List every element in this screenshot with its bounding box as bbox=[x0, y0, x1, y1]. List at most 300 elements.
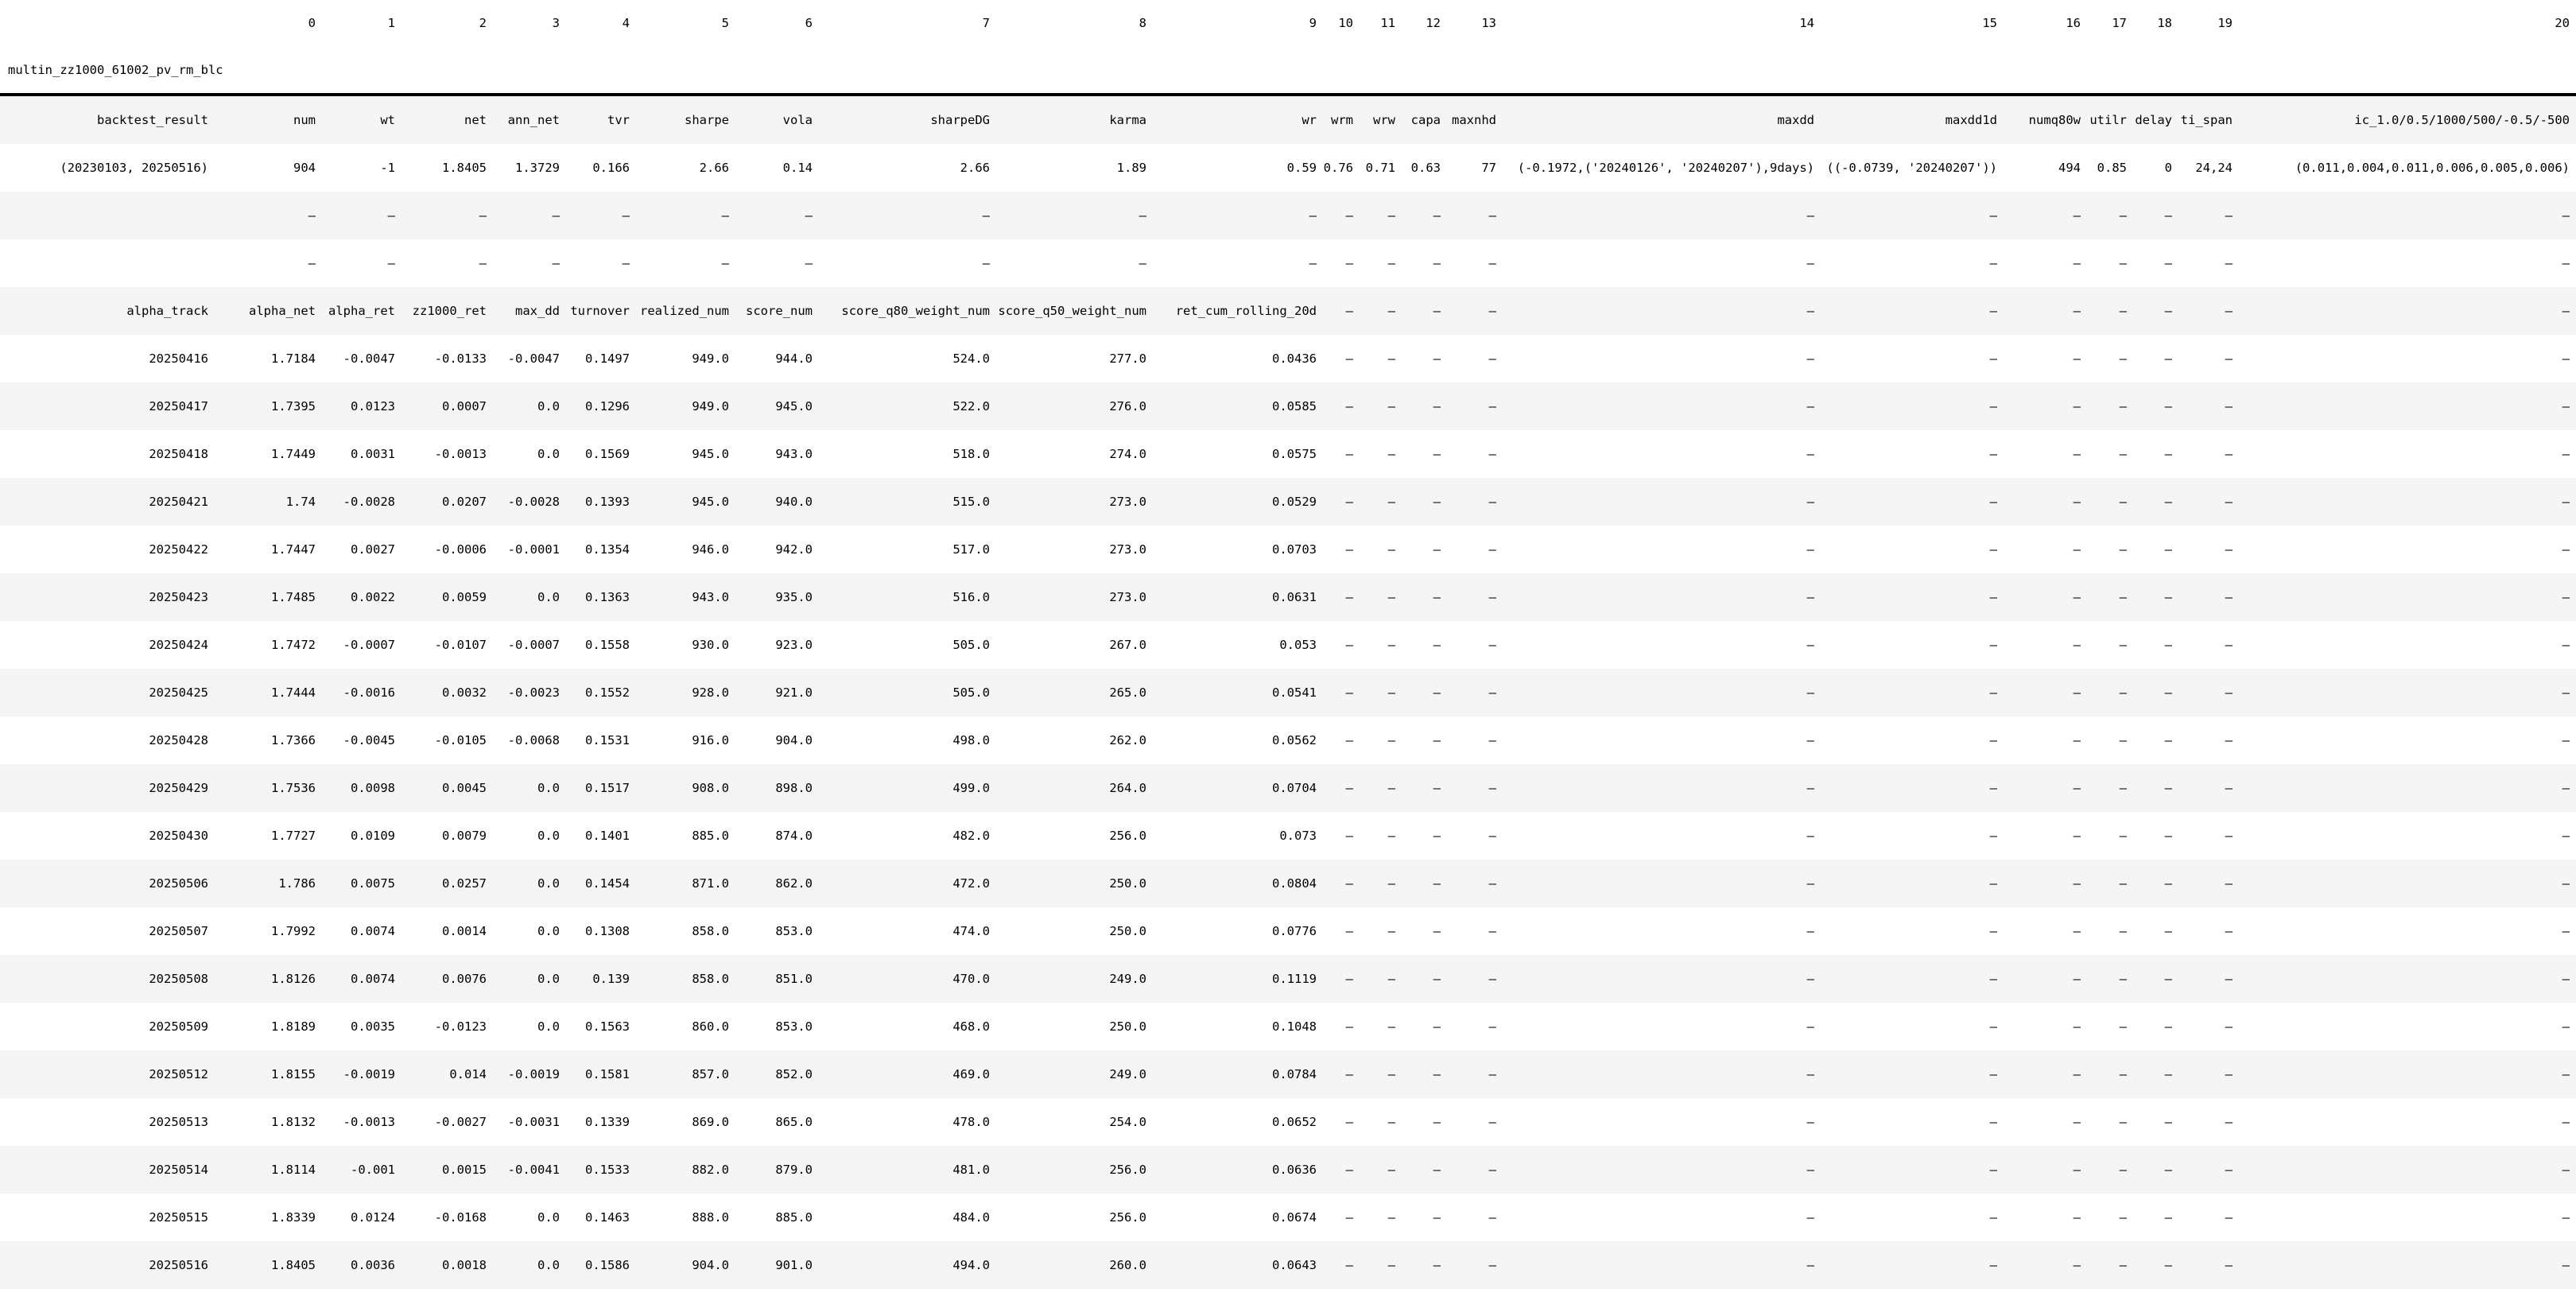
empty-value-dash: — bbox=[2073, 829, 2081, 843]
empty-value-dash: — bbox=[1989, 256, 1997, 270]
empty-value-dash: — bbox=[2164, 447, 2172, 461]
empty-value-dash: — bbox=[1360, 1146, 1402, 1194]
sub-header-label: ret_cum_rolling_20d bbox=[1153, 287, 1323, 335]
empty-value-dash: — bbox=[2119, 733, 2127, 747]
table-row bbox=[0, 382, 2576, 430]
empty-value-dash: — bbox=[2178, 1146, 2239, 1194]
empty-value-dash: — bbox=[1806, 733, 1814, 747]
summary-value: 1.8405 bbox=[442, 161, 487, 175]
daily-value: 885.0 bbox=[692, 829, 729, 843]
empty-value-dash: — bbox=[1806, 638, 1814, 652]
empty-value-dash: — bbox=[2133, 955, 2178, 1003]
empty-value-dash: — bbox=[1821, 1241, 2004, 1289]
column-header: ti_span bbox=[2178, 95, 2239, 144]
date-cell: 20250509 bbox=[149, 1019, 208, 1034]
daily-value: 0.1531 bbox=[585, 733, 630, 747]
empty-value-dash: — bbox=[2133, 669, 2178, 716]
empty-value-dash: — bbox=[1821, 192, 2004, 239]
daily-value: -0.0027 bbox=[434, 1115, 487, 1129]
daily-value: 0.0035 bbox=[351, 1019, 395, 1034]
empty-value-dash: — bbox=[2562, 924, 2570, 938]
table-row bbox=[0, 239, 2576, 287]
column-header: ann_net bbox=[493, 95, 566, 144]
table-row bbox=[0, 716, 2576, 764]
daily-value: 0.1401 bbox=[585, 829, 630, 843]
daily-value: -0.0047 bbox=[507, 351, 560, 366]
daily-value: 0.1581 bbox=[566, 1050, 636, 1098]
empty-value-dash: — bbox=[1345, 1019, 1353, 1034]
daily-value: 0.1517 bbox=[566, 764, 636, 812]
empty-value-dash: — bbox=[1821, 669, 2004, 716]
empty-value-dash: — bbox=[2087, 669, 2133, 716]
empty-value-dash: — bbox=[2225, 733, 2233, 747]
daily-value: 0.1354 bbox=[585, 542, 630, 557]
column-index: 5 bbox=[721, 16, 729, 30]
empty-value-dash: — bbox=[2225, 542, 2233, 557]
column-index: 4 bbox=[622, 16, 630, 30]
daily-value: 853.0 bbox=[775, 1019, 813, 1034]
daily-value: 0.0562 bbox=[1272, 733, 1317, 747]
date-cell: 20250430 bbox=[149, 829, 208, 843]
column-index: 13 bbox=[1481, 16, 1496, 30]
empty-value-dash: — bbox=[2087, 287, 2133, 335]
empty-value-dash: — bbox=[1323, 192, 1360, 239]
empty-value-dash: — bbox=[1989, 351, 1997, 366]
daily-value: 250.0 bbox=[996, 860, 1153, 907]
empty-value-dash: — bbox=[622, 256, 630, 270]
empty-value-dash: — bbox=[2133, 287, 2178, 335]
column-index: 3 bbox=[552, 16, 560, 30]
daily-value: 262.0 bbox=[1109, 733, 1146, 747]
empty-value-dash: — bbox=[1447, 955, 1503, 1003]
daily-value: 0.0585 bbox=[1153, 382, 1323, 430]
daily-value: 857.0 bbox=[636, 1050, 735, 1098]
daily-value: 0.014 bbox=[402, 1050, 493, 1098]
daily-value: 273.0 bbox=[996, 573, 1153, 621]
empty-value-dash: — bbox=[479, 256, 487, 270]
summary-value: 904 bbox=[293, 161, 316, 175]
date-cell: 20250506 bbox=[0, 860, 215, 907]
corner-cell bbox=[0, 0, 215, 46]
empty-value-dash: — bbox=[1323, 669, 1360, 716]
daily-value: 879.0 bbox=[735, 1146, 819, 1194]
daily-value: 524.0 bbox=[952, 351, 990, 366]
daily-value: 945.0 bbox=[735, 382, 819, 430]
sub-header-label: max_dd bbox=[493, 287, 566, 335]
empty-value-dash: — bbox=[1447, 764, 1503, 812]
empty-value-dash: — bbox=[2239, 192, 2576, 239]
empty-value-dash: — bbox=[2073, 924, 2081, 938]
daily-value: 265.0 bbox=[996, 669, 1153, 716]
table-row bbox=[0, 955, 2576, 1003]
daily-value: 0.1463 bbox=[585, 1210, 630, 1225]
daily-value: 0.0027 bbox=[351, 542, 395, 557]
empty-value-dash: — bbox=[1503, 287, 1821, 335]
empty-value-dash: — bbox=[2119, 256, 2127, 270]
empty-value-dash: — bbox=[996, 192, 1153, 239]
empty-value-dash: — bbox=[1387, 351, 1395, 366]
daily-value: 482.0 bbox=[952, 829, 990, 843]
sub-header-label: score_q80_weight_num bbox=[819, 287, 996, 335]
summary-value: 1.3729 bbox=[515, 161, 560, 175]
date-cell: 20250429 bbox=[0, 764, 215, 812]
date-cell: 20250515 bbox=[149, 1210, 208, 1225]
daily-value: 944.0 bbox=[775, 351, 813, 366]
daily-value: 898.0 bbox=[735, 764, 819, 812]
empty-value-dash: — bbox=[2119, 1115, 2127, 1129]
empty-value-dash: — bbox=[1989, 542, 1997, 557]
empty-value-dash: — bbox=[2119, 542, 2127, 557]
daily-value: 250.0 bbox=[1109, 1019, 1146, 1034]
empty-value-dash: — bbox=[1821, 478, 2004, 526]
empty-value-dash: — bbox=[2562, 1210, 2570, 1225]
empty-value-dash: — bbox=[1323, 955, 1360, 1003]
empty-value-dash: — bbox=[1488, 924, 1496, 938]
daily-value: -0.0007 bbox=[343, 638, 395, 652]
empty-value-dash: — bbox=[2073, 1019, 2081, 1034]
column-index: 6 bbox=[805, 16, 813, 30]
empty-value-dash: — bbox=[2087, 192, 2133, 239]
empty-value-dash: — bbox=[2225, 924, 2233, 938]
daily-value: 1.7485 bbox=[215, 573, 322, 621]
empty-value-dash: — bbox=[2073, 447, 2081, 461]
empty-value-dash: — bbox=[805, 256, 813, 270]
daily-value: 470.0 bbox=[819, 955, 996, 1003]
daily-value: 0.1552 bbox=[566, 669, 636, 716]
daily-value: 0.0123 bbox=[322, 382, 402, 430]
empty-value-dash: — bbox=[2004, 860, 2087, 907]
empty-value-dash: — bbox=[2239, 1241, 2576, 1289]
empty-value-dash: — bbox=[2239, 669, 2576, 716]
empty-value-dash: — bbox=[1433, 638, 1441, 652]
empty-value-dash: — bbox=[1989, 447, 1997, 461]
daily-value: 0.0079 bbox=[442, 829, 487, 843]
empty-value-dash: — bbox=[2087, 860, 2133, 907]
daily-value: 481.0 bbox=[819, 1146, 996, 1194]
daily-value: 0.0703 bbox=[1272, 542, 1317, 557]
empty-value-dash: — bbox=[1433, 1019, 1441, 1034]
empty-value-dash: — bbox=[1447, 478, 1503, 526]
empty-value-dash: — bbox=[1503, 669, 1821, 716]
daily-value: -0.0105 bbox=[434, 733, 487, 747]
summary-value: 0.71 bbox=[1365, 161, 1395, 175]
daily-value: 885.0 bbox=[775, 1210, 813, 1225]
empty-value-dash: — bbox=[2562, 542, 2570, 557]
empty-value-dash: — bbox=[2087, 573, 2133, 621]
date-cell: 20250416 bbox=[149, 351, 208, 366]
empty-value-dash: — bbox=[1402, 860, 1447, 907]
daily-value: 0.0776 bbox=[1272, 924, 1317, 938]
empty-value-dash: — bbox=[1488, 733, 1496, 747]
column-index: 17 bbox=[2112, 16, 2127, 30]
daily-value: 468.0 bbox=[952, 1019, 990, 1034]
table-row bbox=[0, 478, 2576, 526]
empty-value-dash: — bbox=[1139, 256, 1146, 270]
empty-value-dash: — bbox=[2178, 955, 2239, 1003]
empty-value-dash: — bbox=[2164, 542, 2172, 557]
daily-value: 249.0 bbox=[996, 1050, 1153, 1098]
empty-value-dash: — bbox=[2178, 1050, 2239, 1098]
empty-value-dash: — bbox=[1402, 478, 1447, 526]
summary-value: ((-0.0739, '20240207')) bbox=[1826, 161, 1997, 175]
daily-value: 1.7184 bbox=[271, 351, 316, 366]
empty-value-dash: — bbox=[2119, 638, 2127, 652]
empty-value-dash: — bbox=[2119, 1210, 2127, 1225]
empty-value-dash: — bbox=[2239, 860, 2576, 907]
empty-value-dash: — bbox=[1345, 447, 1353, 461]
date-cell: 20250417 bbox=[0, 382, 215, 430]
empty-value-dash: — bbox=[2087, 1241, 2133, 1289]
table-row bbox=[0, 0, 2576, 46]
daily-value: 1.8405 bbox=[215, 1241, 322, 1289]
daily-value: 0.0529 bbox=[1153, 478, 1323, 526]
date-cell: 20250514 bbox=[0, 1146, 215, 1194]
daily-value: 0.0674 bbox=[1272, 1210, 1317, 1225]
column-header: wr bbox=[1153, 95, 1323, 144]
sub-header-label: alpha_ret bbox=[322, 287, 402, 335]
daily-value: 1.8114 bbox=[215, 1146, 322, 1194]
summary-value: 2.66 bbox=[699, 161, 729, 175]
empty-value-dash: — bbox=[1503, 478, 1821, 526]
empty-value-dash: — bbox=[1323, 1241, 1360, 1289]
daily-value: 945.0 bbox=[636, 478, 735, 526]
daily-value: 888.0 bbox=[692, 1210, 729, 1225]
sub-header-label: zz1000_ret bbox=[402, 287, 493, 335]
empty-value-dash: — bbox=[1989, 733, 1997, 747]
empty-value-dash: — bbox=[1345, 924, 1353, 938]
column-index: 11 bbox=[1380, 16, 1395, 30]
empty-value-dash: — bbox=[1402, 1146, 1447, 1194]
column-index: 12 bbox=[1426, 16, 1441, 30]
column-header: utilr bbox=[2087, 95, 2133, 144]
daily-value: 1.8155 bbox=[215, 1050, 322, 1098]
summary-value: (-0.1972,('20240126', '20240207'),9days) bbox=[1517, 161, 1814, 175]
empty-value-dash: — bbox=[1806, 1019, 1814, 1034]
empty-value-dash: — bbox=[2133, 764, 2178, 812]
date-cell: 20250422 bbox=[149, 542, 208, 557]
empty-value-dash: — bbox=[402, 192, 493, 239]
empty-value-dash: — bbox=[2087, 382, 2133, 430]
empty-value-dash: — bbox=[2225, 351, 2233, 366]
empty-value-dash: — bbox=[819, 192, 996, 239]
empty-value-dash: — bbox=[2239, 1146, 2576, 1194]
empty-value-dash: — bbox=[1447, 1241, 1503, 1289]
daily-value: 0.1296 bbox=[566, 382, 636, 430]
empty-value-dash: — bbox=[1402, 764, 1447, 812]
empty-value-dash: — bbox=[1433, 1115, 1441, 1129]
empty-value-dash: — bbox=[1447, 860, 1503, 907]
empty-value-dash: — bbox=[2239, 764, 2576, 812]
empty-value-dash: — bbox=[2087, 1050, 2133, 1098]
summary-value: 494 bbox=[2058, 161, 2081, 175]
empty-value-dash: — bbox=[1323, 287, 1360, 335]
empty-value-dash: — bbox=[2133, 478, 2178, 526]
empty-value-dash: — bbox=[2004, 478, 2087, 526]
daily-value: 1.7447 bbox=[271, 542, 316, 557]
empty-value-dash: — bbox=[493, 192, 566, 239]
empty-value-dash: — bbox=[2087, 764, 2133, 812]
column-index: 14 bbox=[1799, 16, 1814, 30]
daily-value: 516.0 bbox=[819, 573, 996, 621]
daily-value: 0.0074 bbox=[322, 955, 402, 1003]
summary-value: 0.63 bbox=[1410, 161, 1441, 175]
empty-value-dash: — bbox=[1503, 764, 1821, 812]
empty-value-dash: — bbox=[1387, 733, 1395, 747]
column-index: 18 bbox=[2157, 16, 2172, 30]
daily-value: 267.0 bbox=[1109, 638, 1146, 652]
daily-value: 276.0 bbox=[996, 382, 1153, 430]
empty-value-dash: — bbox=[1488, 829, 1496, 843]
daily-value: -0.0068 bbox=[507, 733, 560, 747]
daily-value: 0.0804 bbox=[1153, 860, 1323, 907]
empty-value-dash: — bbox=[1323, 478, 1360, 526]
table-row bbox=[0, 812, 2576, 860]
empty-value-dash: — bbox=[1433, 1210, 1441, 1225]
empty-value-dash: — bbox=[1821, 955, 2004, 1003]
empty-value-dash: — bbox=[2225, 1019, 2233, 1034]
daily-value: 1.7395 bbox=[215, 382, 322, 430]
empty-value-dash: — bbox=[1821, 573, 2004, 621]
empty-value-dash: — bbox=[1433, 351, 1441, 366]
empty-value-dash: — bbox=[308, 256, 316, 270]
empty-value-dash: — bbox=[2239, 955, 2576, 1003]
empty-value-dash: — bbox=[2087, 1146, 2133, 1194]
empty-value-dash: — bbox=[1821, 1050, 2004, 1098]
column-header: capa bbox=[1402, 95, 1447, 144]
empty-value-dash: — bbox=[2178, 573, 2239, 621]
daily-value: 0.0652 bbox=[1272, 1115, 1317, 1129]
empty-value-dash: — bbox=[2239, 382, 2576, 430]
daily-value: 0.0541 bbox=[1153, 669, 1323, 716]
empty-value-dash: — bbox=[1488, 351, 1496, 366]
empty-value-dash: — bbox=[1806, 924, 1814, 938]
daily-value: 923.0 bbox=[775, 638, 813, 652]
summary-value: 0.166 bbox=[592, 161, 630, 175]
empty-value-dash: — bbox=[2004, 1146, 2087, 1194]
daily-value: -0.0016 bbox=[322, 669, 402, 716]
daily-value: 256.0 bbox=[996, 1146, 1153, 1194]
daily-value: 499.0 bbox=[819, 764, 996, 812]
empty-value-dash: — bbox=[1345, 256, 1353, 270]
daily-value: 904.0 bbox=[775, 733, 813, 747]
column-index: 2 bbox=[479, 16, 487, 30]
empty-value-dash: — bbox=[1323, 1050, 1360, 1098]
table-row bbox=[0, 907, 2576, 955]
empty-value-dash: — bbox=[2073, 733, 2081, 747]
daily-value: 852.0 bbox=[735, 1050, 819, 1098]
daily-value: -0.0133 bbox=[434, 351, 487, 366]
empty-value-dash: — bbox=[1447, 1050, 1503, 1098]
daily-value: 273.0 bbox=[996, 478, 1153, 526]
daily-value: 908.0 bbox=[636, 764, 735, 812]
empty-value-dash: — bbox=[2178, 382, 2239, 430]
empty-value-dash: — bbox=[1323, 764, 1360, 812]
empty-value-dash: — bbox=[1323, 382, 1360, 430]
column-index: 15 bbox=[1982, 16, 1997, 30]
daily-value: 935.0 bbox=[735, 573, 819, 621]
date-cell: 20250424 bbox=[149, 638, 208, 652]
empty-value-dash: — bbox=[1821, 382, 2004, 430]
empty-value-dash: — bbox=[1989, 829, 1997, 843]
daily-value: 256.0 bbox=[1109, 829, 1146, 843]
daily-value: 0.0 bbox=[537, 1210, 560, 1225]
table-row bbox=[0, 1050, 2576, 1098]
date-cell: 20250425 bbox=[0, 669, 215, 716]
daily-value: 871.0 bbox=[636, 860, 735, 907]
empty-value-dash: — bbox=[2164, 924, 2172, 938]
daily-value: 1.7444 bbox=[215, 669, 322, 716]
empty-value-dash: — bbox=[2239, 1050, 2576, 1098]
daily-value: -0.001 bbox=[322, 1146, 402, 1194]
empty-value-dash: — bbox=[1345, 1115, 1353, 1129]
empty-value-dash: — bbox=[215, 192, 322, 239]
date-cell: 20250423 bbox=[0, 573, 215, 621]
empty-value-dash: — bbox=[1821, 287, 2004, 335]
empty-value-dash: — bbox=[2164, 351, 2172, 366]
empty-value-dash: — bbox=[1488, 542, 1496, 557]
daily-value: 522.0 bbox=[819, 382, 996, 430]
daily-value: -0.0013 bbox=[434, 447, 487, 461]
daily-value: 0.1363 bbox=[566, 573, 636, 621]
sub-header-label: realized_num bbox=[636, 287, 735, 335]
empty-value-dash: — bbox=[2164, 256, 2172, 270]
empty-value-dash: — bbox=[566, 192, 636, 239]
daily-value: 0.0007 bbox=[402, 382, 493, 430]
daily-value: 0.1497 bbox=[585, 351, 630, 366]
empty-value-dash: — bbox=[1360, 1050, 1402, 1098]
empty-value-dash: — bbox=[1387, 256, 1395, 270]
empty-value-dash: — bbox=[1989, 638, 1997, 652]
table-row bbox=[0, 526, 2576, 573]
empty-value-dash: — bbox=[1989, 1019, 1997, 1034]
empty-value-dash: — bbox=[1360, 287, 1402, 335]
daily-value: 0.1569 bbox=[585, 447, 630, 461]
table-row bbox=[0, 1194, 2576, 1241]
daily-value: 0.0 bbox=[493, 382, 566, 430]
daily-value: 484.0 bbox=[952, 1210, 990, 1225]
empty-value-dash: — bbox=[2178, 764, 2239, 812]
empty-value-dash: — bbox=[1821, 860, 2004, 907]
sub-header-label: alpha_net bbox=[215, 287, 322, 335]
empty-value-dash: — bbox=[2119, 351, 2127, 366]
empty-value-dash: — bbox=[2004, 382, 2087, 430]
empty-value-dash: — bbox=[1402, 1241, 1447, 1289]
daily-value: -0.0007 bbox=[507, 638, 560, 652]
empty-value-dash: — bbox=[1360, 860, 1402, 907]
empty-value-dash: — bbox=[322, 192, 402, 239]
empty-value-dash: — bbox=[2004, 1050, 2087, 1098]
daily-value: -0.0006 bbox=[434, 542, 487, 557]
daily-value: 940.0 bbox=[735, 478, 819, 526]
empty-value-dash: — bbox=[1503, 573, 1821, 621]
empty-value-dash: — bbox=[2004, 573, 2087, 621]
date-cell: 20250418 bbox=[149, 447, 208, 461]
daily-value: 0.139 bbox=[566, 955, 636, 1003]
empty-value-dash: — bbox=[1503, 1241, 1821, 1289]
column-header: sharpe bbox=[636, 95, 735, 144]
empty-value-dash: — bbox=[2225, 447, 2233, 461]
column-index: 1 bbox=[387, 16, 395, 30]
empty-value-dash: — bbox=[1433, 542, 1441, 557]
daily-value: 0.1119 bbox=[1153, 955, 1323, 1003]
daily-value: 0.1563 bbox=[585, 1019, 630, 1034]
daily-value: 505.0 bbox=[819, 669, 996, 716]
date-cell: 20250513 bbox=[149, 1115, 208, 1129]
daily-value: 1.7472 bbox=[271, 638, 316, 652]
empty-value-dash: — bbox=[2562, 1019, 2570, 1034]
summary-value: -1 bbox=[380, 161, 395, 175]
daily-value: -0.0041 bbox=[493, 1146, 566, 1194]
